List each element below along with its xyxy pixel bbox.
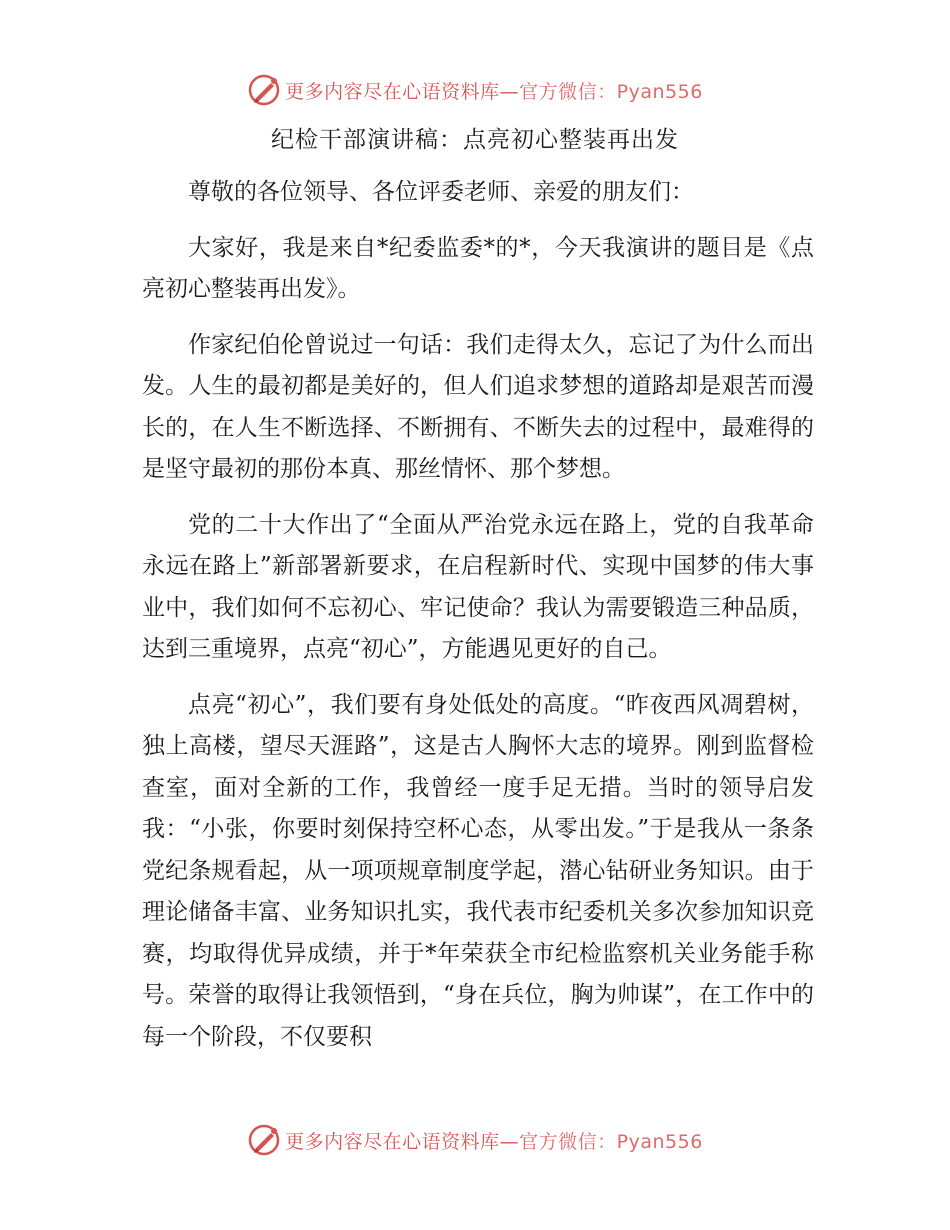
- watermark-wechat: 官方微信：Pyan556: [519, 1130, 703, 1153]
- watermark-wechat: 官方微信：Pyan556: [519, 80, 703, 103]
- header-watermark: [0, 72, 950, 108]
- document-body: [142, 172, 814, 1058]
- paragraph-humility: 点亮“初心”，我们要有身处低处的高度。“昨夜西风凋碧树，独上高楼，望尽天涯路”，这是古人胸怀大志的境界。刚到监督检查室，面对全新的工作，我曾经一度手足无措。当时的领导启发我：“小张，你要时刻保持空杯心态，从零出发。”于是我从一条条党纪条规看起，从一项项规章制度学起，潜心钻研业务知识。由于理论储备丰富、业务知识扎实，我代表市纪委机关多次参加知识竞赛，均取得优异成绩，并于*年荣获全市纪检监察机关业务能手称号。荣誉的取得让我领悟到，“身在兵位，胸为帅谋”，在工作中的每一个阶段，不仅要积: [142, 691, 814, 1050]
- pen-logo-icon: [247, 1123, 281, 1157]
- paragraph-gibran: 作家纪伯伦曾说过一句话：我们走得太久，忘记了为什么而出发。人生的最初都是美好的，但人们追求梦想的道路却是艰苦而漫长的，在人生不断选择、不断拥有、不断失去的过程中，最难得的是坚守最初的那份本真、那丝情怀、那个梦想。: [142, 331, 814, 482]
- pen-logo-icon: [247, 73, 281, 107]
- document-title: 纪检干部演讲稿：点亮初心整装再出发: [271, 127, 679, 153]
- paragraph-salutation: 尊敬的各位领导、各位评委老师、亲爱的朋友们：: [188, 179, 694, 205]
- footer-watermark: [0, 1122, 950, 1158]
- paragraph-congress: 党的二十大作出了“全面从严治党永远在路上，党的自我革命永远在路上”新部署新要求，在启程新时代、实现中国梦的伟大事业中，我们如何不忘初心、牢记使命？我认为需要锻造三种品质，达到三重境界，点亮“初心”，方能遇见更好的自己。: [142, 511, 814, 662]
- paragraph-intro: 大家好，我是来自*纪委监委*的*，今天我演讲的题目是《点亮初心整装再出发》。: [142, 234, 814, 302]
- watermark-text: 更多内容尽在心语资料库—: [285, 80, 520, 103]
- watermark-text: 更多内容尽在心语资料库—: [285, 1130, 520, 1153]
